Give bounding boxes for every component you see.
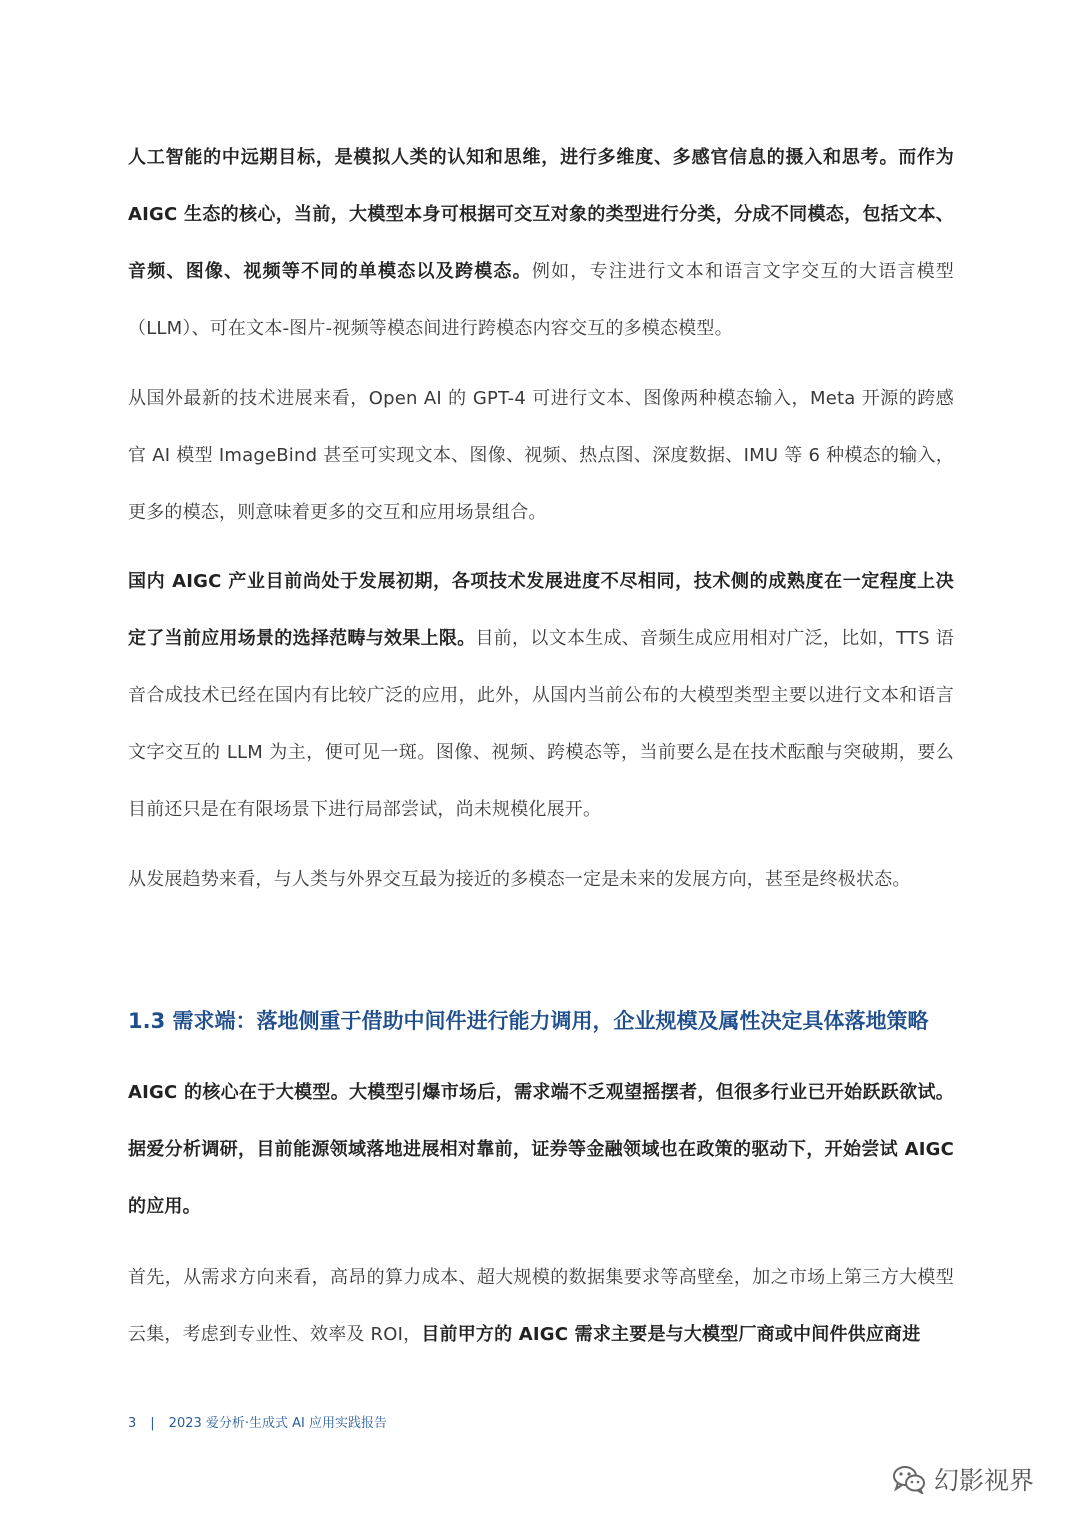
watermark-text: 幻影视界 xyxy=(934,1466,1035,1495)
paragraph-4 xyxy=(128,851,954,908)
paragraph-4-normal: 从发展趋势来看，与人类与外界交互最为接近的多模态一定是未来的发展方向，甚至是终极状态。 xyxy=(128,869,911,890)
paragraph-5-bold: AIGC 的核心在于大模型。大模型引爆市场后，需求端不乏观望摇摆者，但很多行业已开始跃跃欲试。据爱分析调研，目前能源领域落地进展相对靠前，证券等金融领域也在政策的驱动下，开始尝试 AIGC 的应用。 xyxy=(128,1082,954,1217)
paragraph-1 xyxy=(128,129,954,357)
wechat-watermark xyxy=(892,1461,1034,1497)
paragraph-1-bold: 人工智能的中远期目标，是模拟人类的认知和思维，进行多维度、多感官信息的摄入和思考。而作为 AIGC 生态的核心，当前，大模型本身可根据可交互对象的类型进行分类，分成不同模态，包括文本、音频、图像、视频等不同的单模态以及跨模态。 xyxy=(128,147,954,282)
paragraph-2-normal: 从国外最新的技术进展来看，Open AI 的 GPT-4 可进行文本、图像两种模态输入，Meta 开源的跨感官 AI 模型 ImageBind 甚至可实现文本、图像、视频、热点图、深度数据、IMU 等 6 种模态的输入，更多的模态，则意味着更多的交互和应用场景组合。 xyxy=(128,388,954,523)
page-number: 3 xyxy=(128,1416,137,1431)
page-footer xyxy=(128,1412,387,1431)
paragraph-3 xyxy=(128,553,954,838)
paragraph-6 xyxy=(128,1249,954,1363)
section-heading: 1.3 需求端：落地侧重于借助中间件进行能力调用，企业规模及属性决定具体落地策略 xyxy=(128,1009,929,1033)
report-title: 2023 爱分析·生成式 AI 应用实践报告 xyxy=(168,1416,388,1431)
paragraph-3-normal: 目前，以文本生成、音频生成应用相对广泛，比如，TTS 语音合成技术已经在国内有比较广泛的应用，此外，从国内当前公布的大模型类型主要以进行文本和语言文字交互的 LLM 为主，便可见一斑。图像、视频、跨模态等，当前要么是在技术酝酿与突破期，要么目前还只是在有限场景下进行局部尝试，尚未规模化展开。 xyxy=(128,628,954,820)
paragraph-6-normal: 首先，从需求方向来看，高昂的算力成本、超大规模的数据集要求等高壁垒，加之市场上第三方大模型云集，考虑到专业性、效率及 ROI， xyxy=(128,1267,954,1345)
paragraph-2 xyxy=(128,370,954,541)
paragraph-1-normal: 例如，专注进行文本和语言文字交互的大语言模型（LLM）、可在文本-图片-视频等模态间进行跨模态内容交互的多模态模型。 xyxy=(128,261,954,339)
paragraph-5 xyxy=(128,1064,954,1235)
footer-separator: | xyxy=(150,1416,155,1431)
wechat-icon xyxy=(892,1464,926,1494)
paragraph-6-bold: 目前甲方的 AIGC 需求主要是与大模型厂商或中间件供应商进 xyxy=(421,1324,921,1345)
paragraph-3-bold: 国内 AIGC 产业目前尚处于发展初期，各项技术发展进度不尽相同，技术侧的成熟度在一定程度上决定了当前应用场景的选择范畴与效果上限。 xyxy=(128,571,954,649)
